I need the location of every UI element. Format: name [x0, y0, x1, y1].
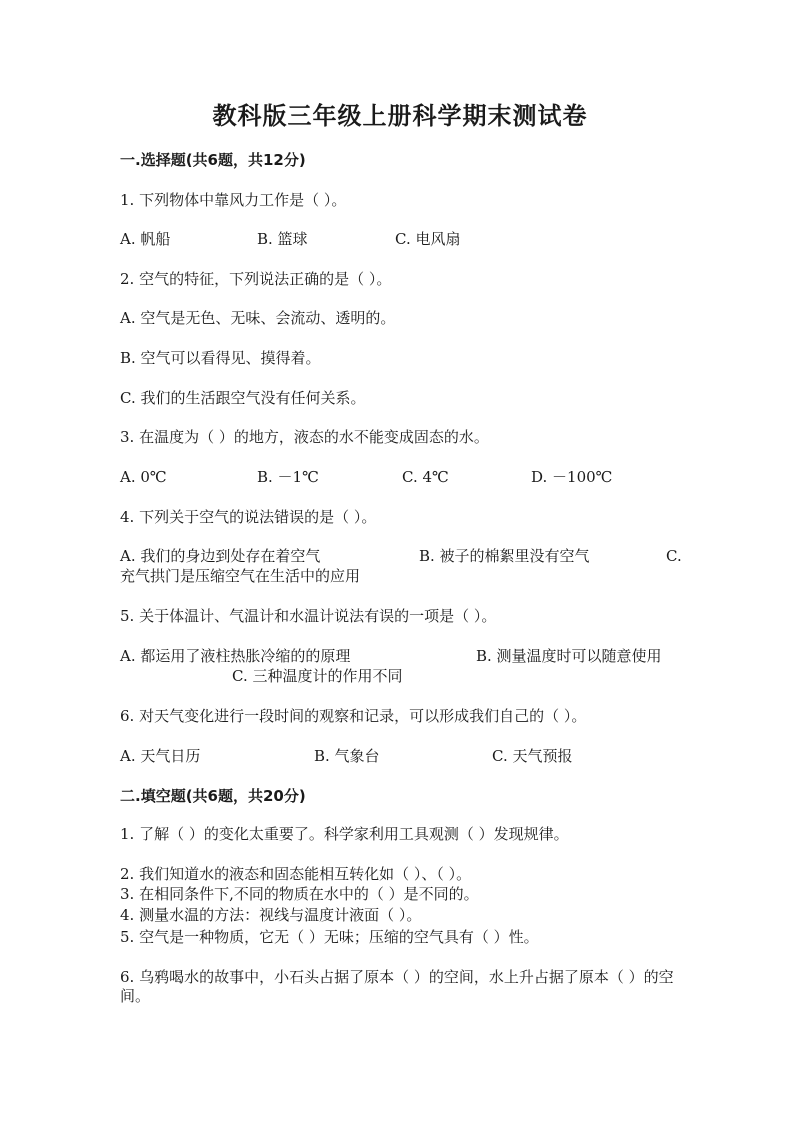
- question-3-option-a: A. 0℃: [120, 468, 167, 486]
- question-1-option-b: B. 篮球: [257, 230, 308, 248]
- question-5-option-c: C. 三种温度计的作用不同: [232, 667, 403, 685]
- section-heading-fill: 二.填空题(共6题，共20分): [120, 787, 306, 805]
- question-5-option-b: B. 测量温度时可以随意使用: [476, 647, 662, 665]
- question-2-option-a: A. 空气是无色、无味、会流动、透明的。: [120, 309, 396, 327]
- question-5-stem: 5. 关于体温计、气温计和水温计说法有误的一项是（ ）。: [120, 607, 497, 625]
- question-3-stem: 3. 在温度为（ ）的地方，液态的水不能变成固态的水。: [120, 428, 489, 446]
- question-4-stem: 4. 下列关于空气的说法错误的是（ ）。: [120, 508, 377, 526]
- question-4-option-a: A. 我们的身边到处存在着空气: [120, 547, 321, 565]
- question-6-option-b: B. 气象台: [314, 747, 380, 765]
- section-heading-choice: 一.选择题(共6题，共12分): [120, 151, 306, 169]
- question-1-option-a: A. 帆船: [120, 230, 171, 248]
- question-2-option-b: B. 空气可以看得见、摸得着。: [120, 349, 321, 367]
- question-4-option-c-label: C.: [666, 547, 682, 565]
- fill-question-4: 4. 测量水温的方法：视线与温度计液面（ ）。: [120, 906, 422, 924]
- fill-question-3: 3. 在相同条件下,不同的物质在水中的（ ）是不同的。: [120, 885, 479, 903]
- fill-question-6: 6. 乌鸦喝水的故事中，小石头占据了原本（ ）的空间，水上升占据了原本（ ）的空间。: [120, 968, 674, 1005]
- page-title: 教科版三年级上册科学期末测试卷: [212, 102, 588, 130]
- question-3-option-c: C. 4℃: [402, 468, 449, 486]
- question-2-stem: 2. 空气的特征，下列说法正确的是（ ）。: [120, 270, 392, 288]
- question-1-option-c: C. 电风扇: [395, 230, 461, 248]
- fill-question-1: 1. 了解（ ）的变化太重要了。科学家利用工具观测（ ）发现规律。: [120, 825, 569, 843]
- question-6-option-c: C. 天气预报: [492, 747, 573, 765]
- question-4-option-b: B. 被子的棉絮里没有空气: [419, 547, 590, 565]
- fill-question-2: 2. 我们知道水的液态和固态能相互转化如（ ）、（ ）。: [120, 865, 472, 883]
- question-1-stem: 1. 下列物体中靠风力工作是（ ）。: [120, 191, 347, 209]
- question-4-option-c-text: 充气拱门是压缩空气在生活中的应用: [120, 567, 361, 585]
- question-5-option-a: A. 都运用了液柱热胀冷缩的的原理: [120, 647, 351, 665]
- question-2-option-c: C. 我们的生活跟空气没有任何关系。: [120, 389, 366, 407]
- question-6-option-a: A. 天气日历: [120, 747, 201, 765]
- question-6-stem: 6. 对天气变化进行一段时间的观察和记录，可以形成我们自己的（ ）。: [120, 707, 587, 725]
- fill-question-5: 5. 空气是一种物质，它无（ ）无味；压缩的空气具有（ ）性。: [120, 928, 539, 946]
- question-3-option-d: D. －100℃: [531, 468, 613, 486]
- question-3-option-b: B. －1℃: [257, 468, 319, 486]
